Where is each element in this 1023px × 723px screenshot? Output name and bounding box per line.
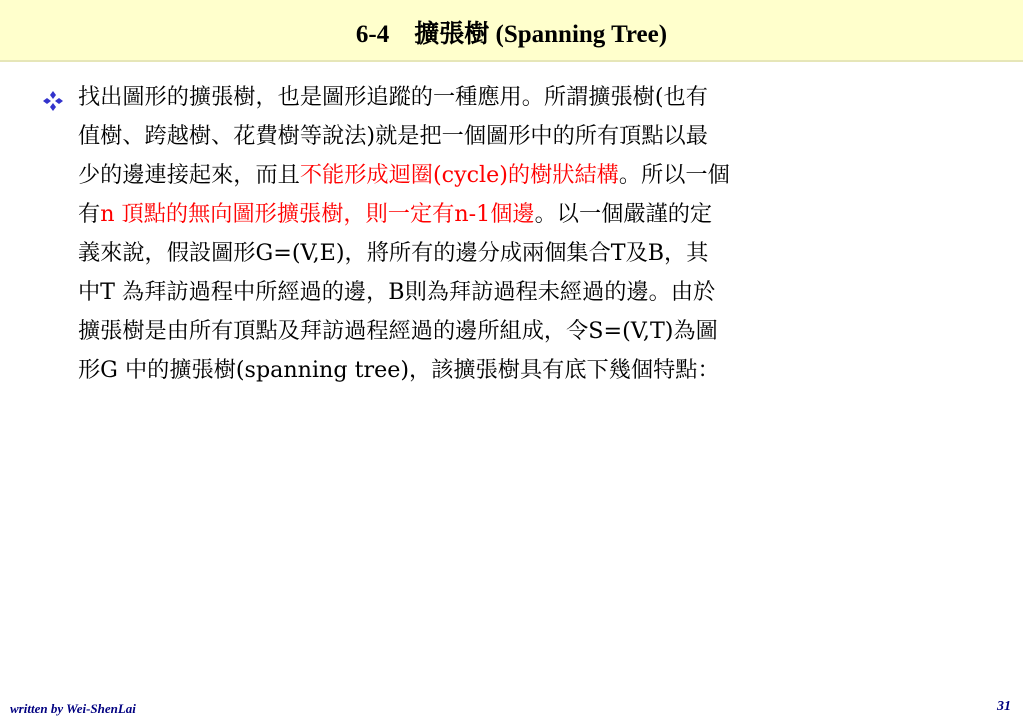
- text-segment: 義來說，假設圖形G=(V,E)，將所有的邊分成兩個集合T及B，其: [78, 240, 709, 266]
- text-segment: 值樹、跨越樹、花費樹等說法)就是把一個圖形中的所有頂點以最: [78, 123, 708, 149]
- text-segment: 。以一個嚴謹的定: [534, 201, 713, 227]
- paragraph-line: [78, 273, 983, 312]
- footer-author: written by Wei-ShenLai: [10, 701, 136, 716]
- paragraph-line: [78, 234, 983, 273]
- text-segment: 找出圖形的擴張樹，也是圖形追蹤的一種應用。所謂擴張樹(也有: [78, 84, 708, 110]
- paragraph-line: [78, 117, 983, 156]
- text-segment: 中T 為拜訪過程中所經過的邊，B則為拜訪過程未經過的邊。由於: [78, 279, 716, 305]
- paragraph-line: [78, 156, 983, 195]
- page-number: 31: [997, 699, 1011, 714]
- text-segment: 擴張樹是由所有頂點及拜訪過程經過的邊所組成，令S=(V,T)為圖: [78, 318, 718, 344]
- highlighted-text: n 頂點的無向圖形擴張樹，則一定有n-1個邊: [100, 201, 535, 227]
- paragraph-line: [78, 312, 983, 351]
- text-segment: 形G 中的擴張樹(spanning tree)，該擴張樹具有底下幾個特點：: [78, 357, 720, 383]
- slide-title: 6-4 擴張樹 (Spanning Tree): [355, 21, 668, 48]
- text-segment: 少的邊連接起來，而且: [78, 162, 300, 188]
- paragraph-line: [78, 78, 983, 117]
- title-divider: [0, 60, 1023, 62]
- body-paragraph: [78, 78, 983, 390]
- paragraph-line: [78, 195, 983, 234]
- text-segment: 。所以一個: [618, 162, 730, 188]
- highlighted-text: 不能形成迴圈(cycle)的樹狀結構: [299, 162, 619, 188]
- paragraph-line: [78, 351, 983, 390]
- diamond-bullet-icon: [42, 90, 64, 112]
- text-segment: 有: [78, 201, 101, 227]
